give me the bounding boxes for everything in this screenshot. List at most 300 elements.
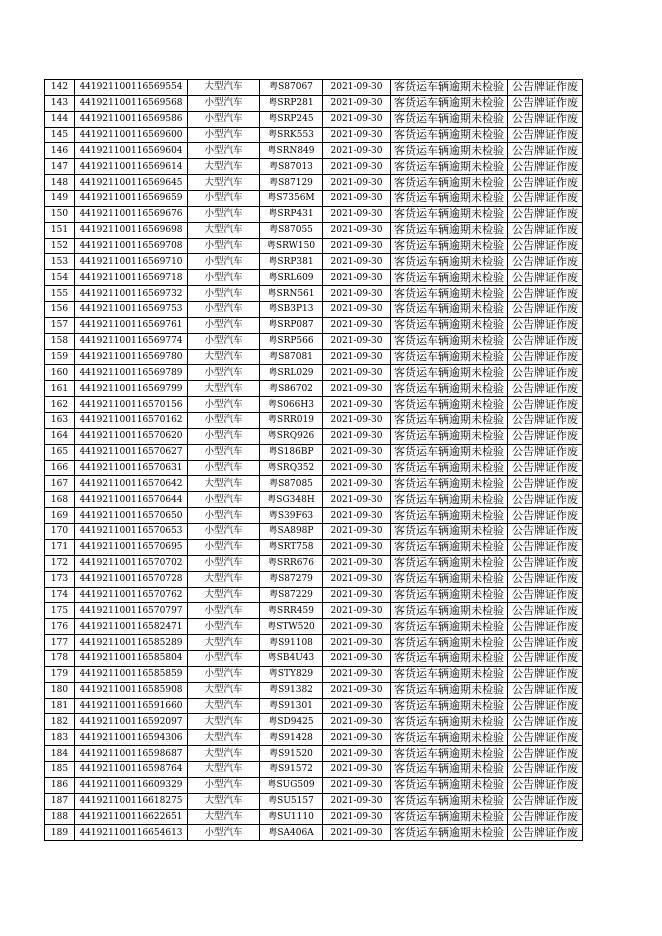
table-row [45, 809, 583, 825]
record-id-cell: 441921100116569761 [75, 317, 188, 333]
vehicle-type-cell: 大型汽车 [188, 746, 260, 762]
table-row [45, 80, 583, 96]
row-number-cell: 183 [45, 730, 75, 746]
vehicle-type-cell: 小型汽车 [188, 619, 260, 635]
plate-number-cell: 粤S91428 [260, 730, 323, 746]
table-row [45, 444, 583, 460]
reason-cell: 客货运车辆逾期未检验 [391, 286, 508, 302]
reason-cell: 客货运车辆逾期未检验 [391, 317, 508, 333]
status-cell: 公告牌证作废 [508, 302, 583, 318]
table-row [45, 365, 583, 381]
status-cell: 公告牌证作废 [508, 508, 583, 524]
vehicle-type-cell: 大型汽车 [188, 730, 260, 746]
row-number-cell: 151 [45, 222, 75, 238]
status-cell: 公告牌证作废 [508, 254, 583, 270]
date-cell: 2021-09-30 [323, 809, 391, 825]
reason-cell: 客货运车辆逾期未检验 [391, 222, 508, 238]
record-id-cell: 441921100116585908 [75, 682, 188, 698]
row-number-cell: 165 [45, 444, 75, 460]
table-row [45, 238, 583, 254]
row-number-cell: 153 [45, 254, 75, 270]
table-row [45, 666, 583, 682]
reason-cell: 客货运车辆逾期未检验 [391, 809, 508, 825]
plate-number-cell: 粤SRK553 [260, 127, 323, 143]
date-cell: 2021-09-30 [323, 317, 391, 333]
record-id-cell: 441921100116570653 [75, 524, 188, 540]
reason-cell: 客货运车辆逾期未检验 [391, 127, 508, 143]
record-id-cell: 441921100116592097 [75, 714, 188, 730]
date-cell: 2021-09-30 [323, 206, 391, 222]
status-cell: 公告牌证作废 [508, 270, 583, 286]
data-table [44, 79, 583, 841]
record-id-cell: 441921100116569799 [75, 381, 188, 397]
reason-cell: 客货运车辆逾期未检验 [391, 444, 508, 460]
vehicle-type-cell: 小型汽车 [188, 317, 260, 333]
reason-cell: 客货运车辆逾期未检验 [391, 175, 508, 191]
vehicle-type-cell: 小型汽车 [188, 666, 260, 682]
status-cell: 公告牌证作废 [508, 571, 583, 587]
reason-cell: 客货运车辆逾期未检验 [391, 238, 508, 254]
record-id-cell: 441921100116569614 [75, 159, 188, 175]
vehicle-type-cell: 大型汽车 [188, 222, 260, 238]
status-cell: 公告牌证作废 [508, 809, 583, 825]
vehicle-type-cell: 小型汽车 [188, 777, 260, 793]
row-number-cell: 188 [45, 809, 75, 825]
vehicle-type-cell: 小型汽车 [188, 460, 260, 476]
date-cell: 2021-09-30 [323, 555, 391, 571]
reason-cell: 客货运车辆逾期未检验 [391, 428, 508, 444]
row-number-cell: 185 [45, 761, 75, 777]
reason-cell: 客货运车辆逾期未检验 [391, 333, 508, 349]
plate-number-cell: 粤SRN849 [260, 143, 323, 159]
status-cell: 公告牌证作废 [508, 444, 583, 460]
status-cell: 公告牌证作废 [508, 698, 583, 714]
reason-cell: 客货运车辆逾期未检验 [391, 95, 508, 111]
reason-cell: 客货运车辆逾期未检验 [391, 460, 508, 476]
reason-cell: 客货运车辆逾期未检验 [391, 206, 508, 222]
row-number-cell: 174 [45, 587, 75, 603]
table-row [45, 825, 583, 841]
record-id-cell: 441921100116569568 [75, 95, 188, 111]
table-row [45, 746, 583, 762]
table-row [45, 349, 583, 365]
status-cell: 公告牌证作废 [508, 524, 583, 540]
record-id-cell: 441921100116569676 [75, 206, 188, 222]
table-row [45, 206, 583, 222]
table-row [45, 524, 583, 540]
vehicle-type-cell: 小型汽车 [188, 95, 260, 111]
date-cell: 2021-09-30 [323, 428, 391, 444]
reason-cell: 客货运车辆逾期未检验 [391, 270, 508, 286]
reason-cell: 客货运车辆逾期未检验 [391, 587, 508, 603]
plate-number-cell: 粤SD9425 [260, 714, 323, 730]
status-cell: 公告牌证作废 [508, 175, 583, 191]
record-id-cell: 441921100116569698 [75, 222, 188, 238]
status-cell: 公告牌证作废 [508, 381, 583, 397]
vehicle-type-cell: 小型汽车 [188, 365, 260, 381]
table-row [45, 682, 583, 698]
reason-cell: 客货运车辆逾期未检验 [391, 476, 508, 492]
plate-number-cell: 粤S87055 [260, 222, 323, 238]
vehicle-type-cell: 小型汽车 [188, 650, 260, 666]
vehicle-type-cell: 大型汽车 [188, 587, 260, 603]
date-cell: 2021-09-30 [323, 95, 391, 111]
table-row [45, 777, 583, 793]
row-number-cell: 173 [45, 571, 75, 587]
reason-cell: 客货运车辆逾期未检验 [391, 111, 508, 127]
row-number-cell: 143 [45, 95, 75, 111]
table-row [45, 191, 583, 207]
reason-cell: 客货运车辆逾期未检验 [391, 397, 508, 413]
row-number-cell: 160 [45, 365, 75, 381]
date-cell: 2021-09-30 [323, 238, 391, 254]
reason-cell: 客货运车辆逾期未检验 [391, 682, 508, 698]
record-id-cell: 441921100116570762 [75, 587, 188, 603]
plate-number-cell: 粤S91520 [260, 746, 323, 762]
vehicle-type-cell: 大型汽车 [188, 761, 260, 777]
date-cell: 2021-09-30 [323, 619, 391, 635]
record-id-cell: 441921100116594306 [75, 730, 188, 746]
plate-number-cell: 粤SA898P [260, 524, 323, 540]
plate-number-cell: 粤S91382 [260, 682, 323, 698]
table-row [45, 698, 583, 714]
plate-number-cell: 粤S87013 [260, 159, 323, 175]
date-cell: 2021-09-30 [323, 191, 391, 207]
plate-number-cell: 粤SB3P13 [260, 302, 323, 318]
record-id-cell: 441921100116569710 [75, 254, 188, 270]
status-cell: 公告牌证作废 [508, 143, 583, 159]
table-row [45, 730, 583, 746]
status-cell: 公告牌证作废 [508, 714, 583, 730]
plate-number-cell: 粤SRR019 [260, 413, 323, 429]
status-cell: 公告牌证作废 [508, 793, 583, 809]
table-row [45, 143, 583, 159]
plate-number-cell: 粤SRP431 [260, 206, 323, 222]
record-id-cell: 441921100116609329 [75, 777, 188, 793]
plate-number-cell: 粤SG348H [260, 492, 323, 508]
date-cell: 2021-09-30 [323, 381, 391, 397]
row-number-cell: 149 [45, 191, 75, 207]
record-id-cell: 441921100116569600 [75, 127, 188, 143]
plate-number-cell: 粤SRN561 [260, 286, 323, 302]
date-cell: 2021-09-30 [323, 143, 391, 159]
row-number-cell: 170 [45, 524, 75, 540]
plate-number-cell: 粤SRT758 [260, 539, 323, 555]
date-cell: 2021-09-30 [323, 508, 391, 524]
reason-cell: 客货运车辆逾期未检验 [391, 666, 508, 682]
row-number-cell: 186 [45, 777, 75, 793]
record-id-cell: 441921100116569718 [75, 270, 188, 286]
plate-number-cell: 粤S86702 [260, 381, 323, 397]
vehicle-type-cell: 小型汽车 [188, 206, 260, 222]
row-number-cell: 169 [45, 508, 75, 524]
reason-cell: 客货运车辆逾期未检验 [391, 524, 508, 540]
vehicle-type-cell: 小型汽车 [188, 333, 260, 349]
date-cell: 2021-09-30 [323, 603, 391, 619]
reason-cell: 客货运车辆逾期未检验 [391, 825, 508, 841]
plate-number-cell: 粤S186BP [260, 444, 323, 460]
table-row [45, 603, 583, 619]
table-row [45, 413, 583, 429]
table-row [45, 460, 583, 476]
vehicle-type-cell: 大型汽车 [188, 698, 260, 714]
date-cell: 2021-09-30 [323, 587, 391, 603]
vehicle-type-cell: 大型汽车 [188, 159, 260, 175]
row-number-cell: 189 [45, 825, 75, 841]
row-number-cell: 146 [45, 143, 75, 159]
vehicle-type-cell: 小型汽车 [188, 428, 260, 444]
vehicle-type-cell: 大型汽车 [188, 793, 260, 809]
vehicle-type-cell: 小型汽车 [188, 603, 260, 619]
status-cell: 公告牌证作废 [508, 746, 583, 762]
reason-cell: 客货运车辆逾期未检验 [391, 80, 508, 96]
record-id-cell: 441921100116585289 [75, 635, 188, 651]
date-cell: 2021-09-30 [323, 413, 391, 429]
reason-cell: 客货运车辆逾期未检验 [391, 539, 508, 555]
status-cell: 公告牌证作废 [508, 492, 583, 508]
date-cell: 2021-09-30 [323, 524, 391, 540]
table-row [45, 302, 583, 318]
table-row [45, 254, 583, 270]
plate-number-cell: 粤S87067 [260, 80, 323, 96]
table-row [45, 761, 583, 777]
status-cell: 公告牌证作废 [508, 127, 583, 143]
reason-cell: 客货运车辆逾期未检验 [391, 143, 508, 159]
record-id-cell: 441921100116570702 [75, 555, 188, 571]
row-number-cell: 148 [45, 175, 75, 191]
row-number-cell: 142 [45, 80, 75, 96]
plate-number-cell: 粤STW520 [260, 619, 323, 635]
status-cell: 公告牌证作废 [508, 397, 583, 413]
table-row [45, 95, 583, 111]
reason-cell: 客货运车辆逾期未检验 [391, 650, 508, 666]
reason-cell: 客货运车辆逾期未检验 [391, 603, 508, 619]
plate-number-cell: 粤SRP566 [260, 333, 323, 349]
table-row [45, 159, 583, 175]
vehicle-type-cell: 小型汽车 [188, 539, 260, 555]
row-number-cell: 177 [45, 635, 75, 651]
date-cell: 2021-09-30 [323, 333, 391, 349]
status-cell: 公告牌证作废 [508, 682, 583, 698]
reason-cell: 客货运车辆逾期未检验 [391, 191, 508, 207]
plate-number-cell: 粤S7356M [260, 191, 323, 207]
vehicle-type-cell: 小型汽车 [188, 238, 260, 254]
plate-number-cell: 粤SRP087 [260, 317, 323, 333]
status-cell: 公告牌证作废 [508, 635, 583, 651]
vehicle-type-cell: 大型汽车 [188, 809, 260, 825]
table-row [45, 397, 583, 413]
plate-number-cell: 粤S91572 [260, 761, 323, 777]
reason-cell: 客货运车辆逾期未检验 [391, 761, 508, 777]
row-number-cell: 166 [45, 460, 75, 476]
date-cell: 2021-09-30 [323, 159, 391, 175]
record-id-cell: 441921100116570162 [75, 413, 188, 429]
record-id-cell: 441921100116569789 [75, 365, 188, 381]
row-number-cell: 167 [45, 476, 75, 492]
record-id-cell: 441921100116570620 [75, 428, 188, 444]
date-cell: 2021-09-30 [323, 666, 391, 682]
row-number-cell: 147 [45, 159, 75, 175]
row-number-cell: 150 [45, 206, 75, 222]
status-cell: 公告牌证作废 [508, 777, 583, 793]
row-number-cell: 182 [45, 714, 75, 730]
plate-number-cell: 粤SU1110 [260, 809, 323, 825]
plate-number-cell: 粤S91108 [260, 635, 323, 651]
row-number-cell: 176 [45, 619, 75, 635]
status-cell: 公告牌证作废 [508, 825, 583, 841]
status-cell: 公告牌证作废 [508, 603, 583, 619]
status-cell: 公告牌证作废 [508, 206, 583, 222]
plate-number-cell: 粤S87129 [260, 175, 323, 191]
row-number-cell: 178 [45, 650, 75, 666]
vehicle-type-cell: 大型汽车 [188, 175, 260, 191]
record-id-cell: 441921100116654613 [75, 825, 188, 841]
row-number-cell: 144 [45, 111, 75, 127]
record-id-cell: 441921100116585859 [75, 666, 188, 682]
table-row [45, 286, 583, 302]
plate-number-cell: 粤SRP381 [260, 254, 323, 270]
reason-cell: 客货运车辆逾期未检验 [391, 777, 508, 793]
vehicle-type-cell: 小型汽车 [188, 524, 260, 540]
row-number-cell: 175 [45, 603, 75, 619]
vehicle-type-cell: 小型汽车 [188, 254, 260, 270]
date-cell: 2021-09-30 [323, 127, 391, 143]
reason-cell: 客货运车辆逾期未检验 [391, 714, 508, 730]
table-row [45, 571, 583, 587]
date-cell: 2021-09-30 [323, 111, 391, 127]
vehicle-type-cell: 小型汽车 [188, 555, 260, 571]
date-cell: 2021-09-30 [323, 793, 391, 809]
vehicle-type-cell: 大型汽车 [188, 635, 260, 651]
record-id-cell: 441921100116569586 [75, 111, 188, 127]
record-id-cell: 441921100116570695 [75, 539, 188, 555]
reason-cell: 客货运车辆逾期未检验 [391, 619, 508, 635]
record-id-cell: 441921100116569708 [75, 238, 188, 254]
row-number-cell: 157 [45, 317, 75, 333]
record-id-cell: 441921100116585804 [75, 650, 188, 666]
vehicle-type-cell: 小型汽车 [188, 270, 260, 286]
table-row [45, 270, 583, 286]
row-number-cell: 168 [45, 492, 75, 508]
row-number-cell: 154 [45, 270, 75, 286]
table-row [45, 587, 583, 603]
date-cell: 2021-09-30 [323, 476, 391, 492]
record-id-cell: 441921100116618275 [75, 793, 188, 809]
plate-number-cell: 粤S87085 [260, 476, 323, 492]
plate-number-cell: 粤S91301 [260, 698, 323, 714]
table-row [45, 619, 583, 635]
table-row [45, 793, 583, 809]
vehicle-type-cell: 小型汽车 [188, 302, 260, 318]
table-body [45, 80, 583, 841]
row-number-cell: 159 [45, 349, 75, 365]
row-number-cell: 171 [45, 539, 75, 555]
plate-number-cell: 粤SB4U43 [260, 650, 323, 666]
date-cell: 2021-09-30 [323, 746, 391, 762]
record-id-cell: 441921100116569645 [75, 175, 188, 191]
date-cell: 2021-09-30 [323, 730, 391, 746]
table-row [45, 317, 583, 333]
plate-number-cell: 粤SRL609 [260, 270, 323, 286]
plate-number-cell: 粤SRW150 [260, 238, 323, 254]
record-id-cell: 441921100116569774 [75, 333, 188, 349]
date-cell: 2021-09-30 [323, 682, 391, 698]
date-cell: 2021-09-30 [323, 286, 391, 302]
table-row [45, 635, 583, 651]
plate-number-cell: 粤S87081 [260, 349, 323, 365]
reason-cell: 客货运车辆逾期未检验 [391, 698, 508, 714]
date-cell: 2021-09-30 [323, 698, 391, 714]
vehicle-type-cell: 大型汽车 [188, 349, 260, 365]
plate-number-cell: 粤SA406A [260, 825, 323, 841]
table-row [45, 650, 583, 666]
reason-cell: 客货运车辆逾期未检验 [391, 793, 508, 809]
table-row [45, 333, 583, 349]
status-cell: 公告牌证作废 [508, 95, 583, 111]
table-row [45, 127, 583, 143]
row-number-cell: 155 [45, 286, 75, 302]
plate-number-cell: 粤S066H3 [260, 397, 323, 413]
status-cell: 公告牌证作废 [508, 80, 583, 96]
row-number-cell: 187 [45, 793, 75, 809]
vehicle-type-cell: 小型汽车 [188, 111, 260, 127]
vehicle-type-cell: 小型汽车 [188, 413, 260, 429]
record-id-cell: 441921100116569732 [75, 286, 188, 302]
record-id-cell: 441921100116570627 [75, 444, 188, 460]
status-cell: 公告牌证作废 [508, 159, 583, 175]
date-cell: 2021-09-30 [323, 539, 391, 555]
row-number-cell: 181 [45, 698, 75, 714]
table-row [45, 476, 583, 492]
row-number-cell: 161 [45, 381, 75, 397]
record-id-cell: 441921100116569753 [75, 302, 188, 318]
row-number-cell: 145 [45, 127, 75, 143]
vehicle-type-cell: 小型汽车 [188, 143, 260, 159]
row-number-cell: 162 [45, 397, 75, 413]
table-row [45, 381, 583, 397]
row-number-cell: 152 [45, 238, 75, 254]
status-cell: 公告牌证作废 [508, 761, 583, 777]
table-row [45, 508, 583, 524]
record-id-cell: 441921100116569659 [75, 191, 188, 207]
status-cell: 公告牌证作废 [508, 349, 583, 365]
status-cell: 公告牌证作废 [508, 365, 583, 381]
reason-cell: 客货运车辆逾期未检验 [391, 571, 508, 587]
row-number-cell: 164 [45, 428, 75, 444]
reason-cell: 客货运车辆逾期未检验 [391, 730, 508, 746]
plate-number-cell: 粤SRR676 [260, 555, 323, 571]
record-id-cell: 441921100116570797 [75, 603, 188, 619]
date-cell: 2021-09-30 [323, 302, 391, 318]
reason-cell: 客货运车辆逾期未检验 [391, 635, 508, 651]
row-number-cell: 172 [45, 555, 75, 571]
record-id-cell: 441921100116569554 [75, 80, 188, 96]
vehicle-type-cell: 小型汽车 [188, 397, 260, 413]
date-cell: 2021-09-30 [323, 761, 391, 777]
status-cell: 公告牌证作废 [508, 238, 583, 254]
reason-cell: 客货运车辆逾期未检验 [391, 381, 508, 397]
status-cell: 公告牌证作废 [508, 539, 583, 555]
plate-number-cell: 粤S39F63 [260, 508, 323, 524]
record-id-cell: 441921100116570728 [75, 571, 188, 587]
date-cell: 2021-09-30 [323, 650, 391, 666]
reason-cell: 客货运车辆逾期未检验 [391, 555, 508, 571]
record-id-cell: 441921100116582471 [75, 619, 188, 635]
plate-number-cell: 粤SU5157 [260, 793, 323, 809]
record-id-cell: 441921100116569604 [75, 143, 188, 159]
record-id-cell: 441921100116591660 [75, 698, 188, 714]
vehicle-type-cell: 小型汽车 [188, 444, 260, 460]
